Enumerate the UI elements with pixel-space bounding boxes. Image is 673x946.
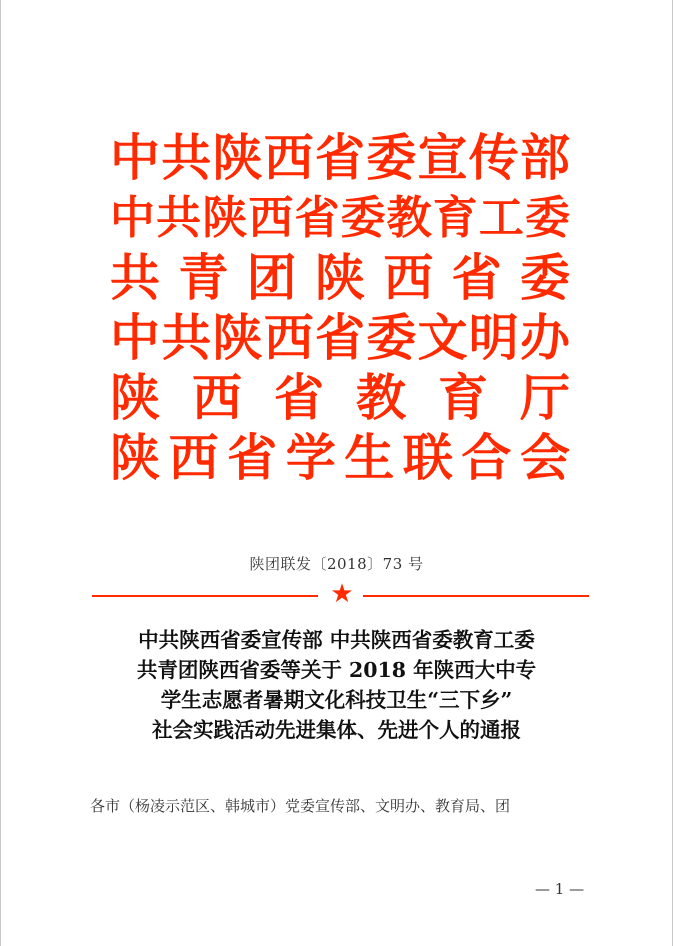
issuer-line-5 [110, 370, 570, 430]
issuer-char: 中 [110, 129, 160, 187]
red-divider [92, 579, 589, 609]
issuer-char: 陕 [202, 191, 248, 244]
issuer-line-3 [110, 250, 570, 310]
issuer-line-2 [110, 190, 570, 250]
issuer-char: 中 [110, 191, 156, 244]
issuer-char: 省 [451, 249, 502, 307]
issuer-char: 省 [227, 429, 278, 487]
issuer-char: 西 [263, 309, 314, 367]
salutation: 各市（杨凌示范区、韩城市）党委宣传部、文明办、教育局、团 [90, 797, 511, 815]
issuer-char: 陕 [314, 249, 365, 307]
title-line-3: 学生志愿者暑期文化科技卫生“三下乡” [160, 688, 513, 712]
title-line-4: 社会实践活动先进集体、先进个人的通报 [152, 718, 521, 742]
issuer-char: 学 [285, 429, 336, 487]
issuer-line-6 [110, 430, 570, 490]
issuer-char: 办 [520, 309, 570, 367]
issuer-char: 陕 [110, 429, 160, 487]
issuer-char: 西 [263, 129, 314, 187]
issuer-char: 西 [248, 191, 294, 244]
issuer-char: 省 [294, 191, 340, 244]
issuer-char: 陕 [212, 309, 263, 367]
issuer-char: 西 [192, 369, 242, 427]
divider-line-left [92, 595, 318, 597]
issuer-char: 西 [168, 429, 219, 487]
issuer-char: 生 [344, 429, 395, 487]
issuer-char: 传 [468, 129, 519, 187]
issuer-char: 育 [438, 369, 488, 427]
issuer-char: 文 [417, 309, 468, 367]
issuer-char: 共 [161, 129, 212, 187]
issuer-char: 教 [356, 369, 406, 427]
issuer-char: 工 [478, 191, 524, 244]
issuer-char: 共 [110, 249, 160, 307]
issuer-line-4 [110, 310, 570, 370]
issuer-char: 委 [340, 191, 386, 244]
issuer-char: 省 [274, 369, 324, 427]
issuer-char: 共 [161, 309, 212, 367]
issuer-char: 委 [519, 249, 570, 307]
issuer-char: 育 [432, 191, 478, 244]
issuing-organizations [110, 130, 570, 490]
issuer-char: 中 [110, 309, 160, 367]
issuer-char: 合 [461, 429, 512, 487]
issuer-char: 明 [468, 309, 519, 367]
issuer-char: 共 [156, 191, 202, 244]
document-title [60, 625, 613, 745]
issuer-char: 青 [178, 249, 229, 307]
issuer-char: 联 [402, 429, 453, 487]
issuer-char: 宣 [417, 129, 468, 187]
issuer-char: 委 [366, 309, 417, 367]
issuer-line-1 [110, 130, 570, 190]
issuer-char: 团 [246, 249, 297, 307]
issuer-char: 委 [524, 191, 570, 244]
title-line-1: 中共陕西省委宣传部 中共陕西省委教育工委 [138, 628, 535, 652]
issuer-char: 部 [520, 129, 570, 187]
page-number: — 1 — [535, 880, 585, 898]
issuer-char: 委 [366, 129, 417, 187]
document-number: 陕团联发〔2018〕73 号 [249, 555, 424, 573]
issuer-char: 省 [315, 309, 365, 367]
issuer-char: 会 [519, 429, 570, 487]
issuer-char: 教 [386, 191, 432, 244]
title-line-2: 共青团陕西省委等关于 2018 年陕西大中专 [136, 658, 537, 682]
issuer-char: 省 [315, 129, 365, 187]
star-icon: ★ [330, 579, 354, 609]
issuer-char: 陕 [110, 369, 160, 427]
divider-line-right [363, 595, 589, 597]
issuer-char: 陕 [212, 129, 263, 187]
issuer-char: 西 [383, 249, 434, 307]
issuer-char: 厅 [520, 369, 570, 427]
